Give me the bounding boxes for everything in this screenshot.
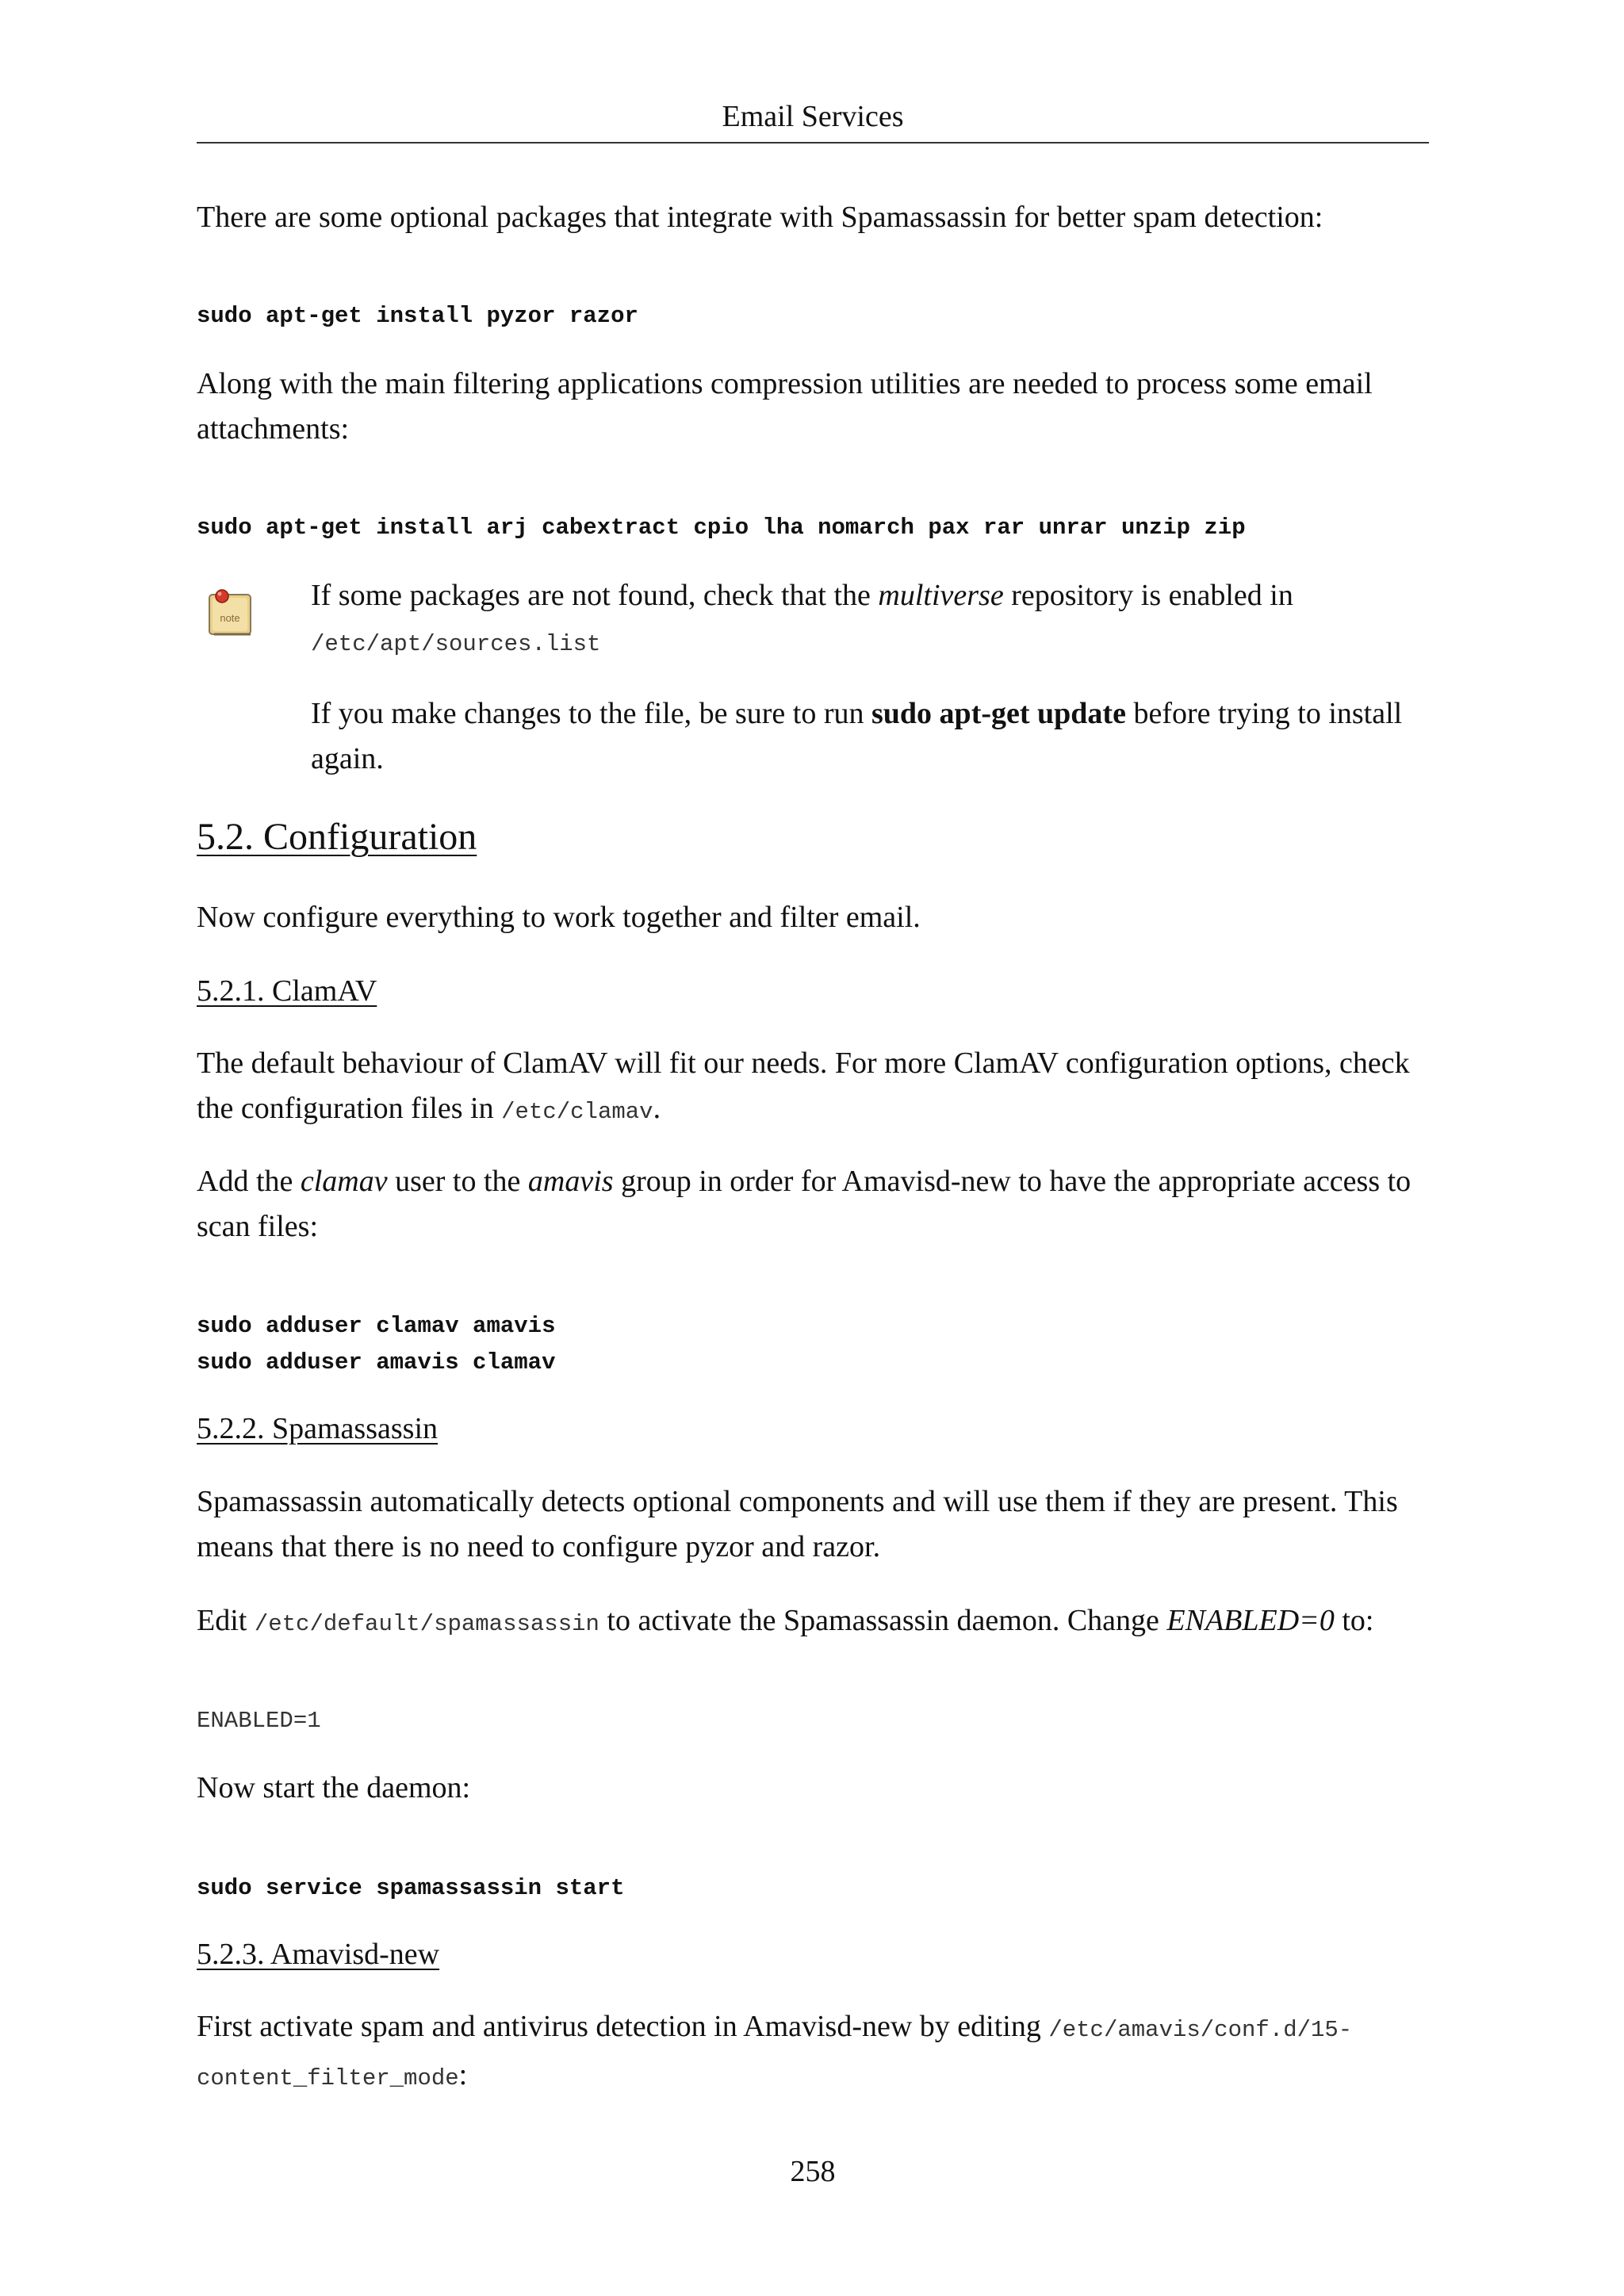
clamav-group-text-3: group in order for Amavisd-new to have the appropriate access to scan files: [197, 1165, 1411, 1243]
note-multiverse-text [311, 573, 1429, 667]
note-text-1: If some packages are not found, check that the [311, 579, 879, 612]
spamassassin-default-path: /etc/default/spamassassin [254, 1611, 599, 1637]
note-icon-label: note [220, 612, 240, 624]
paragraph-clamav-group [197, 1159, 1429, 1249]
paragraph-spamassassin-edit [197, 1598, 1429, 1647]
note-text-2: repository is enabled in [1003, 579, 1293, 612]
clamav-group-text-1: Add the [197, 1165, 301, 1198]
spamassassin-edit-text-2: to activate the Spamassassin daemon. Change [599, 1604, 1167, 1637]
amavisd-config-path: /etc/amavis/conf.d/15-content_filter_mode [197, 2017, 1353, 2091]
spamassassin-edit-text-3: to: [1334, 1604, 1374, 1637]
note-multiverse-term: multiverse [878, 579, 1004, 612]
section-heading-configuration: 5.2. Configuration [197, 816, 477, 858]
paragraph-optional-packages: There are some optional packages that integrate with Spamassassin for better spam detection: [197, 201, 1323, 234]
paragraph-amavisd-activate [197, 2004, 1394, 2101]
paragraph-spamassassin-auto: Spamassassin automatically detects optional components and will use them if they are present. This means that there is no need to configure pyzor and razor. [197, 1485, 1398, 1563]
clamav-group-text-2: user to the [387, 1165, 528, 1198]
subsection-heading-spamassassin: 5.2.2. Spamassassin [197, 1412, 438, 1445]
amavisd-text-1: First activate spam and antivirus detection in Amavisd-new by editing [197, 2010, 1049, 2043]
code-install-pyzor-razor: sudo apt-get install pyzor razor [197, 303, 638, 329]
paragraph-configure-intro: Now configure everything to work together and filter email. [197, 901, 921, 934]
subsection-heading-clamav: 5.2.1. ClamAV [197, 974, 377, 1008]
code-adduser-1: sudo adduser clamav amavis [197, 1313, 556, 1339]
document-page [197, 0, 1429, 2296]
amavis-group-term: amavis [527, 1165, 614, 1198]
subsection-heading-amavisd: 5.2.3. Amavisd-new [197, 1938, 440, 1971]
spamassassin-edit-text-1: Edit [197, 1604, 255, 1637]
note-sources-list-path: /etc/apt/sources.list [311, 631, 601, 657]
note-update-command: sudo apt-get update [871, 697, 1126, 730]
amavisd-text-2: : [458, 2058, 468, 2091]
running-header: Email Services [722, 100, 904, 133]
page-number: 258 [790, 2155, 836, 2188]
header-divider [197, 142, 1429, 144]
note-text-3: If you make changes to the file, be sure to run [311, 697, 871, 730]
clamav-text-1: The default behaviour of ClamAV will fit our needs. For more ClamAV configuration options, check the configuration files in [197, 1047, 1410, 1125]
enabled-zero-term: ENABLED=0 [1166, 1604, 1335, 1637]
paragraph-clamav-default [197, 1041, 1429, 1135]
note-icon [206, 587, 255, 639]
clamav-user-term: clamav [300, 1165, 388, 1198]
config-enabled-line: ENABLED=1 [197, 1708, 321, 1734]
note-text-4: before trying to install again. [311, 697, 1403, 775]
code-adduser-2: sudo adduser amavis clamav [197, 1349, 556, 1376]
paragraph-compression-utilities: Along with the main filtering applications compression utilities are needed to process some email attachments: [197, 367, 1373, 446]
code-service-start: sudo service spamassassin start [197, 1875, 625, 1901]
code-install-compression: sudo apt-get install arj cabextract cpio lha nomarch pax rar unrar unzip zip [197, 515, 1246, 541]
note-update-text [311, 691, 1429, 782]
paragraph-start-daemon: Now start the daemon: [197, 1771, 471, 1804]
clamav-text-2: . [653, 1092, 661, 1125]
clamav-config-path: /etc/clamav [501, 1099, 653, 1125]
